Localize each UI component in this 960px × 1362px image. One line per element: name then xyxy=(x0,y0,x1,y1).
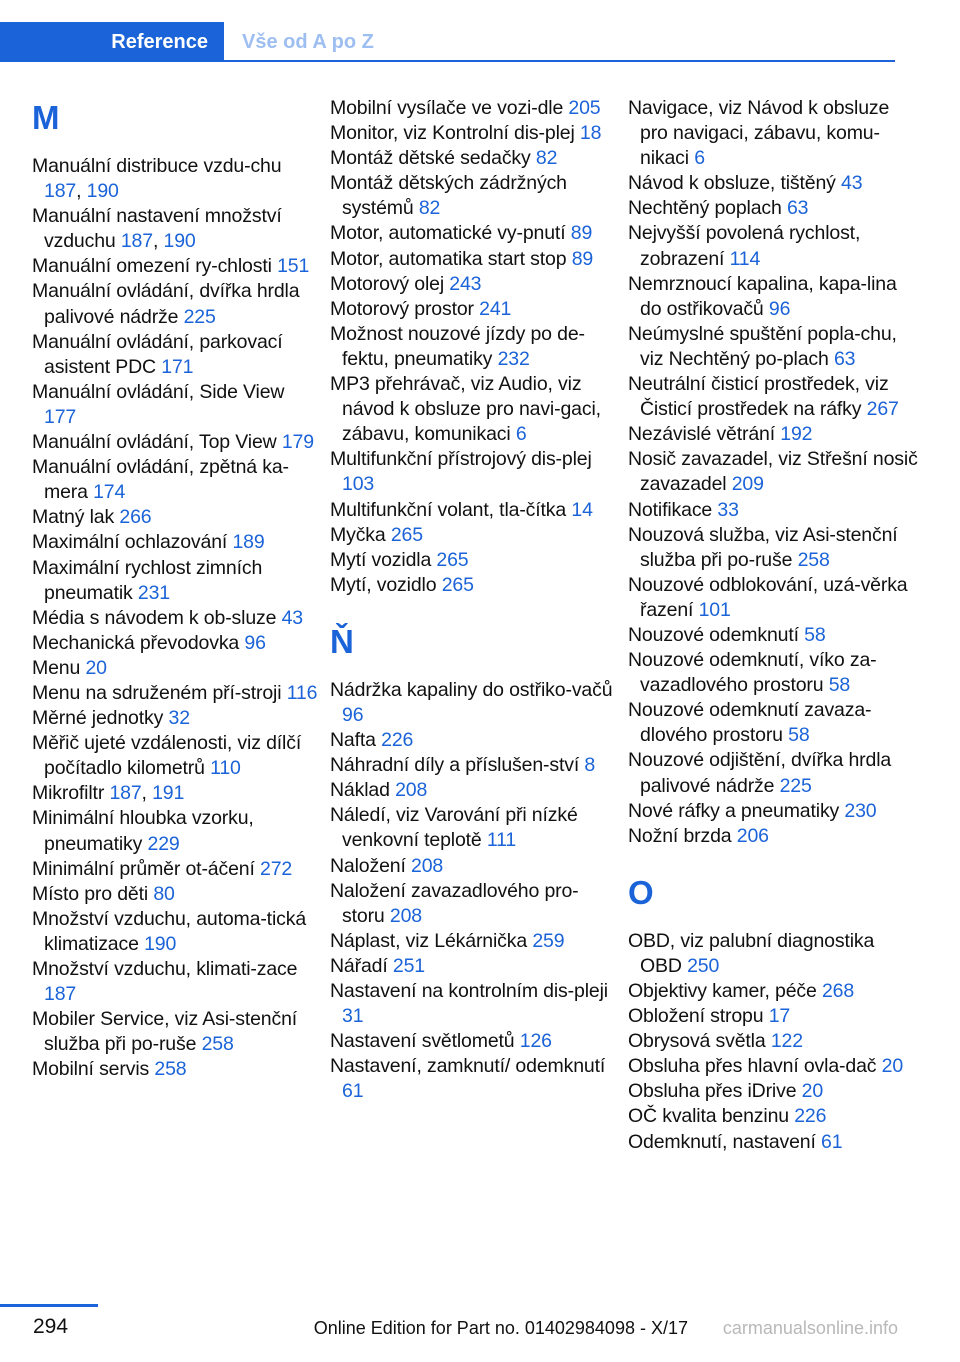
page-link[interactable]: 226 xyxy=(381,729,414,752)
page-link[interactable]: 17 xyxy=(768,1005,791,1028)
index-entry xyxy=(330,221,616,246)
page-link[interactable]: 96 xyxy=(244,631,266,654)
entry-text: Možnost nouzové jízdy po de‐fektu, pneumatiky xyxy=(330,322,585,370)
entry-text: Odemknutí, nastavení xyxy=(628,1130,822,1153)
page-link[interactable]: 89 xyxy=(571,247,594,270)
page-link[interactable]: 192 xyxy=(780,423,813,446)
entry-text: Nastavení, zamknutí/ odemknutí xyxy=(330,1055,606,1078)
page-link[interactable]: 58 xyxy=(788,724,810,747)
entry-text: Neutrální čisticí prostředek, viz Čisticí prostředek na ráfky xyxy=(628,373,889,421)
page-link[interactable]: 174 xyxy=(93,481,126,504)
index-entry xyxy=(32,154,318,204)
page-link[interactable]: 258 xyxy=(797,548,830,571)
index-entry xyxy=(32,631,318,656)
entry-text: Nastavení světlometů xyxy=(330,1030,520,1053)
index-entry xyxy=(32,204,318,254)
entry-text: Manuální ovládání, zpětná ka‐mera xyxy=(32,456,289,504)
index-entry xyxy=(32,430,318,455)
index-entry xyxy=(628,929,918,979)
index-entry xyxy=(32,606,318,631)
index-entry xyxy=(628,1029,918,1054)
entry-text: Motorový olej xyxy=(330,272,450,295)
index-entry xyxy=(32,380,318,430)
index-entry xyxy=(32,781,318,806)
entry-text: Manuální ovládání, Top View xyxy=(32,431,282,454)
entry-text: Objektivy kamer, péče xyxy=(628,980,822,1002)
page-link[interactable]: 267 xyxy=(866,398,899,421)
page-link[interactable]: 96 xyxy=(768,297,791,320)
index-entry xyxy=(330,297,616,322)
entry-text: Mobilní vysílače ve vozi‐dle xyxy=(330,97,569,119)
entry-text: Mobiler Service, viz Asi‐stenční služba při po‐ruše xyxy=(32,1008,298,1056)
page-link[interactable]: 251 xyxy=(392,954,425,977)
entry-text: Monitor, viz Kontrolní dis‐plej xyxy=(330,122,580,145)
entry-text: Obložení stropu xyxy=(628,1005,769,1028)
page-link[interactable]: 31 xyxy=(342,1005,364,1028)
entry-text: Matný lak xyxy=(32,506,120,529)
index-entry xyxy=(628,698,918,748)
entry-text: Mytí, vozidlo xyxy=(330,573,442,596)
index-entry xyxy=(32,530,318,555)
entry-text: Nádržka kapaliny do ostřiko‐vačů xyxy=(330,678,613,701)
index-entry xyxy=(32,455,318,505)
page-separator: , xyxy=(141,782,153,805)
page-link[interactable]: 63 xyxy=(786,197,809,220)
index-entry xyxy=(628,648,918,698)
entry-text: Neúmyslné spuštění popla‐chu, viz Nechtěný po‐plach xyxy=(628,322,897,370)
page-link[interactable]: 265 xyxy=(436,548,469,571)
page-link[interactable]: 187 xyxy=(109,782,142,805)
entry-text: Nastavení na kontrolním dis‐pleji xyxy=(330,980,608,1002)
page-link[interactable]: 33 xyxy=(717,498,739,521)
page-link[interactable]: 187 xyxy=(44,180,77,203)
index-entry xyxy=(330,498,616,523)
index-entry xyxy=(330,523,616,548)
entry-text: Měřič ujeté vzdálenosti, viz dílčí počítadlo kilometrů xyxy=(32,732,302,780)
entry-text: Naložení xyxy=(330,854,412,877)
index-entry xyxy=(330,322,616,372)
page-link[interactable]: 20 xyxy=(801,1080,824,1103)
page-separator: , xyxy=(152,230,164,253)
entry-text: Obsluha přes iDrive xyxy=(628,1080,802,1103)
page-link[interactable]: 122 xyxy=(770,1030,803,1053)
index-entry xyxy=(330,979,616,1029)
page-link[interactable]: 14 xyxy=(571,498,593,521)
page-link[interactable]: 82 xyxy=(418,197,441,220)
entry-text: Nezávislé větrání xyxy=(628,423,781,446)
index-entry xyxy=(32,254,318,279)
entry-text: Množství vzduchu, klimati‐zace xyxy=(32,958,298,980)
page-link[interactable]: 8 xyxy=(584,754,596,777)
entry-text: Nosič zavazadel, viz Střešní nosič zavazadel xyxy=(628,448,918,496)
index-entry xyxy=(330,753,616,778)
entry-text: Manuální ovládání, dvířka hrdla palivové nádrže xyxy=(32,280,300,328)
page-link[interactable]: 272 xyxy=(260,857,293,880)
index-entry xyxy=(628,196,918,221)
edition-note: Online Edition for Part no. 01402984098 - X/17 xyxy=(313,1318,688,1338)
index-column-1 xyxy=(32,96,318,1082)
entry-text: Obsluha přes hlavní ovla‐dač xyxy=(628,1055,882,1078)
page-link[interactable]: 190 xyxy=(144,932,177,955)
entry-text: Montáž dětské sedačky xyxy=(330,147,536,170)
page-link[interactable]: 63 xyxy=(833,347,856,370)
index-entry xyxy=(628,171,918,196)
index-entry xyxy=(330,272,616,297)
index-entry xyxy=(32,279,318,329)
index-entry xyxy=(628,748,918,798)
index-entry xyxy=(330,447,616,497)
page-link[interactable]: 268 xyxy=(821,980,855,1002)
page-link[interactable]: 209 xyxy=(731,473,764,496)
page-link[interactable]: 230 xyxy=(844,799,877,822)
section-spacer xyxy=(330,598,616,620)
index-entry xyxy=(628,573,918,623)
page-link[interactable]: 225 xyxy=(779,774,812,797)
index-entry xyxy=(628,1104,918,1129)
section-spacer xyxy=(628,849,918,871)
index-entry xyxy=(32,957,318,1007)
index-entry xyxy=(32,330,318,380)
page-number: 294 xyxy=(33,1315,69,1338)
page-link[interactable]: 208 xyxy=(395,779,428,802)
page-link[interactable]: 258 xyxy=(201,1033,234,1056)
index-entry xyxy=(32,1007,318,1057)
page-link[interactable]: 58 xyxy=(804,623,826,646)
index-entry xyxy=(330,1054,616,1104)
section-letter: M xyxy=(32,99,60,136)
tab-reference[interactable]: Reference xyxy=(0,22,224,62)
page-link[interactable]: 208 xyxy=(389,904,422,927)
index-entry xyxy=(628,1079,918,1104)
entry-text: Mobilní servis xyxy=(32,1058,155,1081)
entry-text: Notifikace xyxy=(628,498,718,521)
entry-text: Manuální nastavení množství vzduchu xyxy=(32,205,282,253)
index-entry xyxy=(628,322,918,372)
index-entry xyxy=(330,96,616,121)
entry-text: Nářadí xyxy=(330,954,393,977)
entry-text: Měrné jednotky xyxy=(32,707,169,730)
entry-text: Mikrofiltr xyxy=(32,782,110,805)
page-link[interactable]: 114 xyxy=(729,247,761,270)
entry-text: OBD, viz palubní diagnostika OBD xyxy=(628,929,875,977)
index-entry xyxy=(32,656,318,681)
page-link[interactable]: 231 xyxy=(137,581,170,604)
entry-text: Nouzové odjištění, dvířka hrdla palivové nádrže xyxy=(628,749,892,797)
entry-text: Maximální ochlazování xyxy=(32,531,233,554)
page-link[interactable]: 43 xyxy=(281,606,303,629)
page-link[interactable]: 258 xyxy=(154,1058,187,1081)
index-entry xyxy=(330,803,616,853)
tab-all-a-to-z[interactable]: Vše od A po Z xyxy=(242,31,374,53)
entry-text: Nouzové odemknutí, víko za‐vazadlového prostoru xyxy=(628,649,877,697)
page-link[interactable]: 43 xyxy=(841,172,863,195)
entry-text: Nové ráfky a pneumatiky xyxy=(628,799,845,822)
index-entry xyxy=(628,422,918,447)
entry-text: Myčka xyxy=(330,523,391,546)
entry-text: Minimální hloubka vzorku, pneumatiky xyxy=(32,807,254,855)
entry-text: Obrysová světla xyxy=(628,1030,771,1053)
index-entry xyxy=(330,171,616,221)
page-link[interactable]: 82 xyxy=(535,147,558,170)
page-link[interactable]: 6 xyxy=(515,423,527,446)
index-column-2 xyxy=(330,96,616,1104)
entry-text: Motor, automatika start stop xyxy=(330,247,572,270)
index-entry xyxy=(330,247,616,272)
page-link[interactable]: 190 xyxy=(163,230,196,253)
entry-text: Návod k obsluze, tištěný xyxy=(628,172,842,195)
header-rule xyxy=(0,60,895,62)
entry-text: Minimální průměr ot‐áčení xyxy=(32,857,261,880)
index-entry xyxy=(32,882,318,907)
index-column-3 xyxy=(628,96,918,1155)
page-link[interactable]: 20 xyxy=(85,656,107,679)
page-link[interactable]: 110 xyxy=(210,757,241,780)
index-entry xyxy=(628,221,918,271)
entry-text: Nechtěný poplach xyxy=(628,197,787,220)
page-link[interactable]: 191 xyxy=(152,782,185,805)
entry-text: Montáž dětských zádržných systémů xyxy=(330,172,567,220)
index-entry xyxy=(330,854,616,879)
page-link[interactable]: 89 xyxy=(570,222,593,245)
entry-text: Nožní brzda xyxy=(628,824,737,847)
entry-text: Množství vzduchu, automa‐tická klimatizace xyxy=(32,907,307,955)
page-link[interactable]: 189 xyxy=(232,531,265,554)
page-link[interactable]: 232 xyxy=(497,347,530,370)
entry-text: Menu na sdruženém pří‐stroji xyxy=(32,681,287,704)
index-entry xyxy=(628,979,918,1004)
page-link[interactable]: 32 xyxy=(168,707,190,730)
page-link[interactable]: 80 xyxy=(153,882,175,905)
index-entry xyxy=(330,121,616,146)
page-link[interactable]: 58 xyxy=(828,674,851,697)
entry-text: Média s návodem k ob‐sluze xyxy=(32,606,282,629)
page-link[interactable]: 187 xyxy=(120,230,153,253)
index-entry xyxy=(32,505,318,530)
index-entry xyxy=(32,857,318,882)
entry-text: Manuální distribuce vzdu‐chu xyxy=(32,155,282,177)
page-link[interactable]: 206 xyxy=(736,824,769,847)
section-letter: O xyxy=(628,873,654,911)
page-link[interactable]: 190 xyxy=(86,180,119,203)
index-entry xyxy=(330,778,616,803)
entry-text: Náplast, viz Lékárnička xyxy=(330,929,533,952)
index-entry xyxy=(32,556,318,606)
index-entry xyxy=(628,1054,918,1079)
entry-text: Nouzová služba, viz Asi‐stenční služba při po‐ruše xyxy=(628,523,898,571)
page-link[interactable]: 101 xyxy=(698,598,731,621)
entry-text: Naložení zavazadlového pro‐storu xyxy=(330,879,579,927)
entry-text: Manuální ovládání, parkovací asistent PDC xyxy=(32,330,283,378)
index-entry xyxy=(330,954,616,979)
page-link[interactable]: 61 xyxy=(821,1130,843,1153)
page-link[interactable]: 18 xyxy=(579,122,602,145)
page-link[interactable]: 265 xyxy=(441,573,474,596)
entry-text: Motorový prostor xyxy=(330,297,480,320)
index-entry xyxy=(32,681,318,706)
entry-text: OČ kvalita benzinu xyxy=(628,1105,795,1128)
entry-text: Nouzové odemknutí zavaza‐dlového prostoru xyxy=(628,699,872,747)
entry-text: Nouzové odblokování, uzá‐věrka řazení xyxy=(628,573,908,621)
entry-text: Motor, automatické vy‐pnutí xyxy=(330,222,571,245)
page-link[interactable]: 250 xyxy=(687,954,720,977)
entry-text: Manuální ovládání, Side View xyxy=(32,380,285,403)
page-separator: , xyxy=(76,180,87,203)
index-entry xyxy=(628,1130,918,1155)
index-entry xyxy=(628,447,918,497)
header-tabbar xyxy=(0,22,895,62)
entry-text: Multifunkční přístrojový dis‐plej xyxy=(330,448,592,471)
index-entry xyxy=(330,548,616,573)
entry-text: MP3 přehrávač, viz Audio, viz návod k obsluze pro navi‐gaci, zábavu, komunikaci xyxy=(330,373,601,446)
index-entry xyxy=(330,929,616,954)
entry-text: Místo pro děti xyxy=(32,882,154,905)
index-entry xyxy=(628,272,918,322)
page-link[interactable]: 177 xyxy=(44,405,77,428)
page-link[interactable]: 259 xyxy=(532,929,565,952)
index-entry xyxy=(628,824,918,849)
entry-text: Nouzové odemknutí xyxy=(628,623,805,646)
index-entry xyxy=(628,1004,918,1029)
entry-text: Manuální omezení ry‐chlosti xyxy=(32,255,278,278)
section-letter: Ň xyxy=(330,622,354,660)
index-entry xyxy=(32,706,318,731)
page-link[interactable]: 171 xyxy=(161,355,194,378)
page-link[interactable]: 151 xyxy=(277,255,310,278)
index-entry xyxy=(32,1057,318,1082)
entry-text: Navigace, viz Návod k obsluze pro navigaci, zábavu, komu‐nikaci xyxy=(628,97,890,170)
page-link[interactable]: 61 xyxy=(342,1080,364,1103)
watermark: carmanualsonline.info xyxy=(722,1318,898,1338)
page-link[interactable]: 6 xyxy=(694,147,705,170)
page-link[interactable]: 226 xyxy=(794,1105,827,1128)
index-entry xyxy=(32,731,318,781)
page-link[interactable]: 116 xyxy=(286,681,318,704)
entry-text: Maximální rychlost zimních pneumatik xyxy=(32,556,263,604)
entry-text: Multifunkční volant, tla‐čítka xyxy=(330,498,572,521)
page-link[interactable]: 266 xyxy=(119,506,152,529)
entry-text: Náklad xyxy=(330,779,396,802)
index-entry xyxy=(330,146,616,171)
index-entry xyxy=(628,96,918,171)
entry-text: Mechanická převodovka xyxy=(32,631,245,654)
page-link[interactable]: 20 xyxy=(881,1055,904,1078)
index-entry xyxy=(628,372,918,422)
entry-text: Menu xyxy=(32,656,86,679)
index-entry xyxy=(330,1029,616,1054)
entry-text: Náhradní díly a příslušen‐ství xyxy=(330,754,585,777)
page-link[interactable]: 126 xyxy=(519,1030,552,1053)
page-link[interactable]: 265 xyxy=(390,523,423,546)
footer-rule xyxy=(0,1304,98,1307)
page-link[interactable]: 241 xyxy=(479,297,512,320)
page-link[interactable]: 208 xyxy=(411,854,444,877)
index-entry xyxy=(330,879,616,929)
page-link[interactable]: 179 xyxy=(281,431,314,454)
page-link[interactable]: 187 xyxy=(44,983,77,1006)
index-entry xyxy=(628,498,918,523)
page-link[interactable]: 243 xyxy=(449,272,482,295)
index-entry xyxy=(330,678,616,728)
entry-text: Nejvyšší povolená rychlost, zobrazení xyxy=(628,222,861,270)
index-entry xyxy=(330,728,616,753)
index-entry xyxy=(32,806,318,856)
index-entry xyxy=(628,523,918,573)
index-entry xyxy=(32,907,318,957)
entry-text: Náledí, viz Varování při nízké venkovní teplotě xyxy=(330,804,578,852)
index-entry xyxy=(628,799,918,824)
page-link[interactable]: 225 xyxy=(183,305,216,328)
index-entry xyxy=(330,573,616,598)
page-link[interactable]: 103 xyxy=(342,473,375,496)
page-link[interactable]: 229 xyxy=(147,832,180,855)
page-link[interactable]: 111 xyxy=(486,829,517,852)
entry-text: Nemrznoucí kapalina, kapa‐lina do ostřikovačů xyxy=(628,272,897,320)
index-entry xyxy=(330,372,616,447)
page-link[interactable]: 205 xyxy=(568,97,601,119)
entry-text: Nafta xyxy=(330,729,382,752)
entry-text: Mytí vozidla xyxy=(330,548,437,571)
page-link[interactable]: 96 xyxy=(342,703,364,726)
index-entry xyxy=(628,623,918,648)
